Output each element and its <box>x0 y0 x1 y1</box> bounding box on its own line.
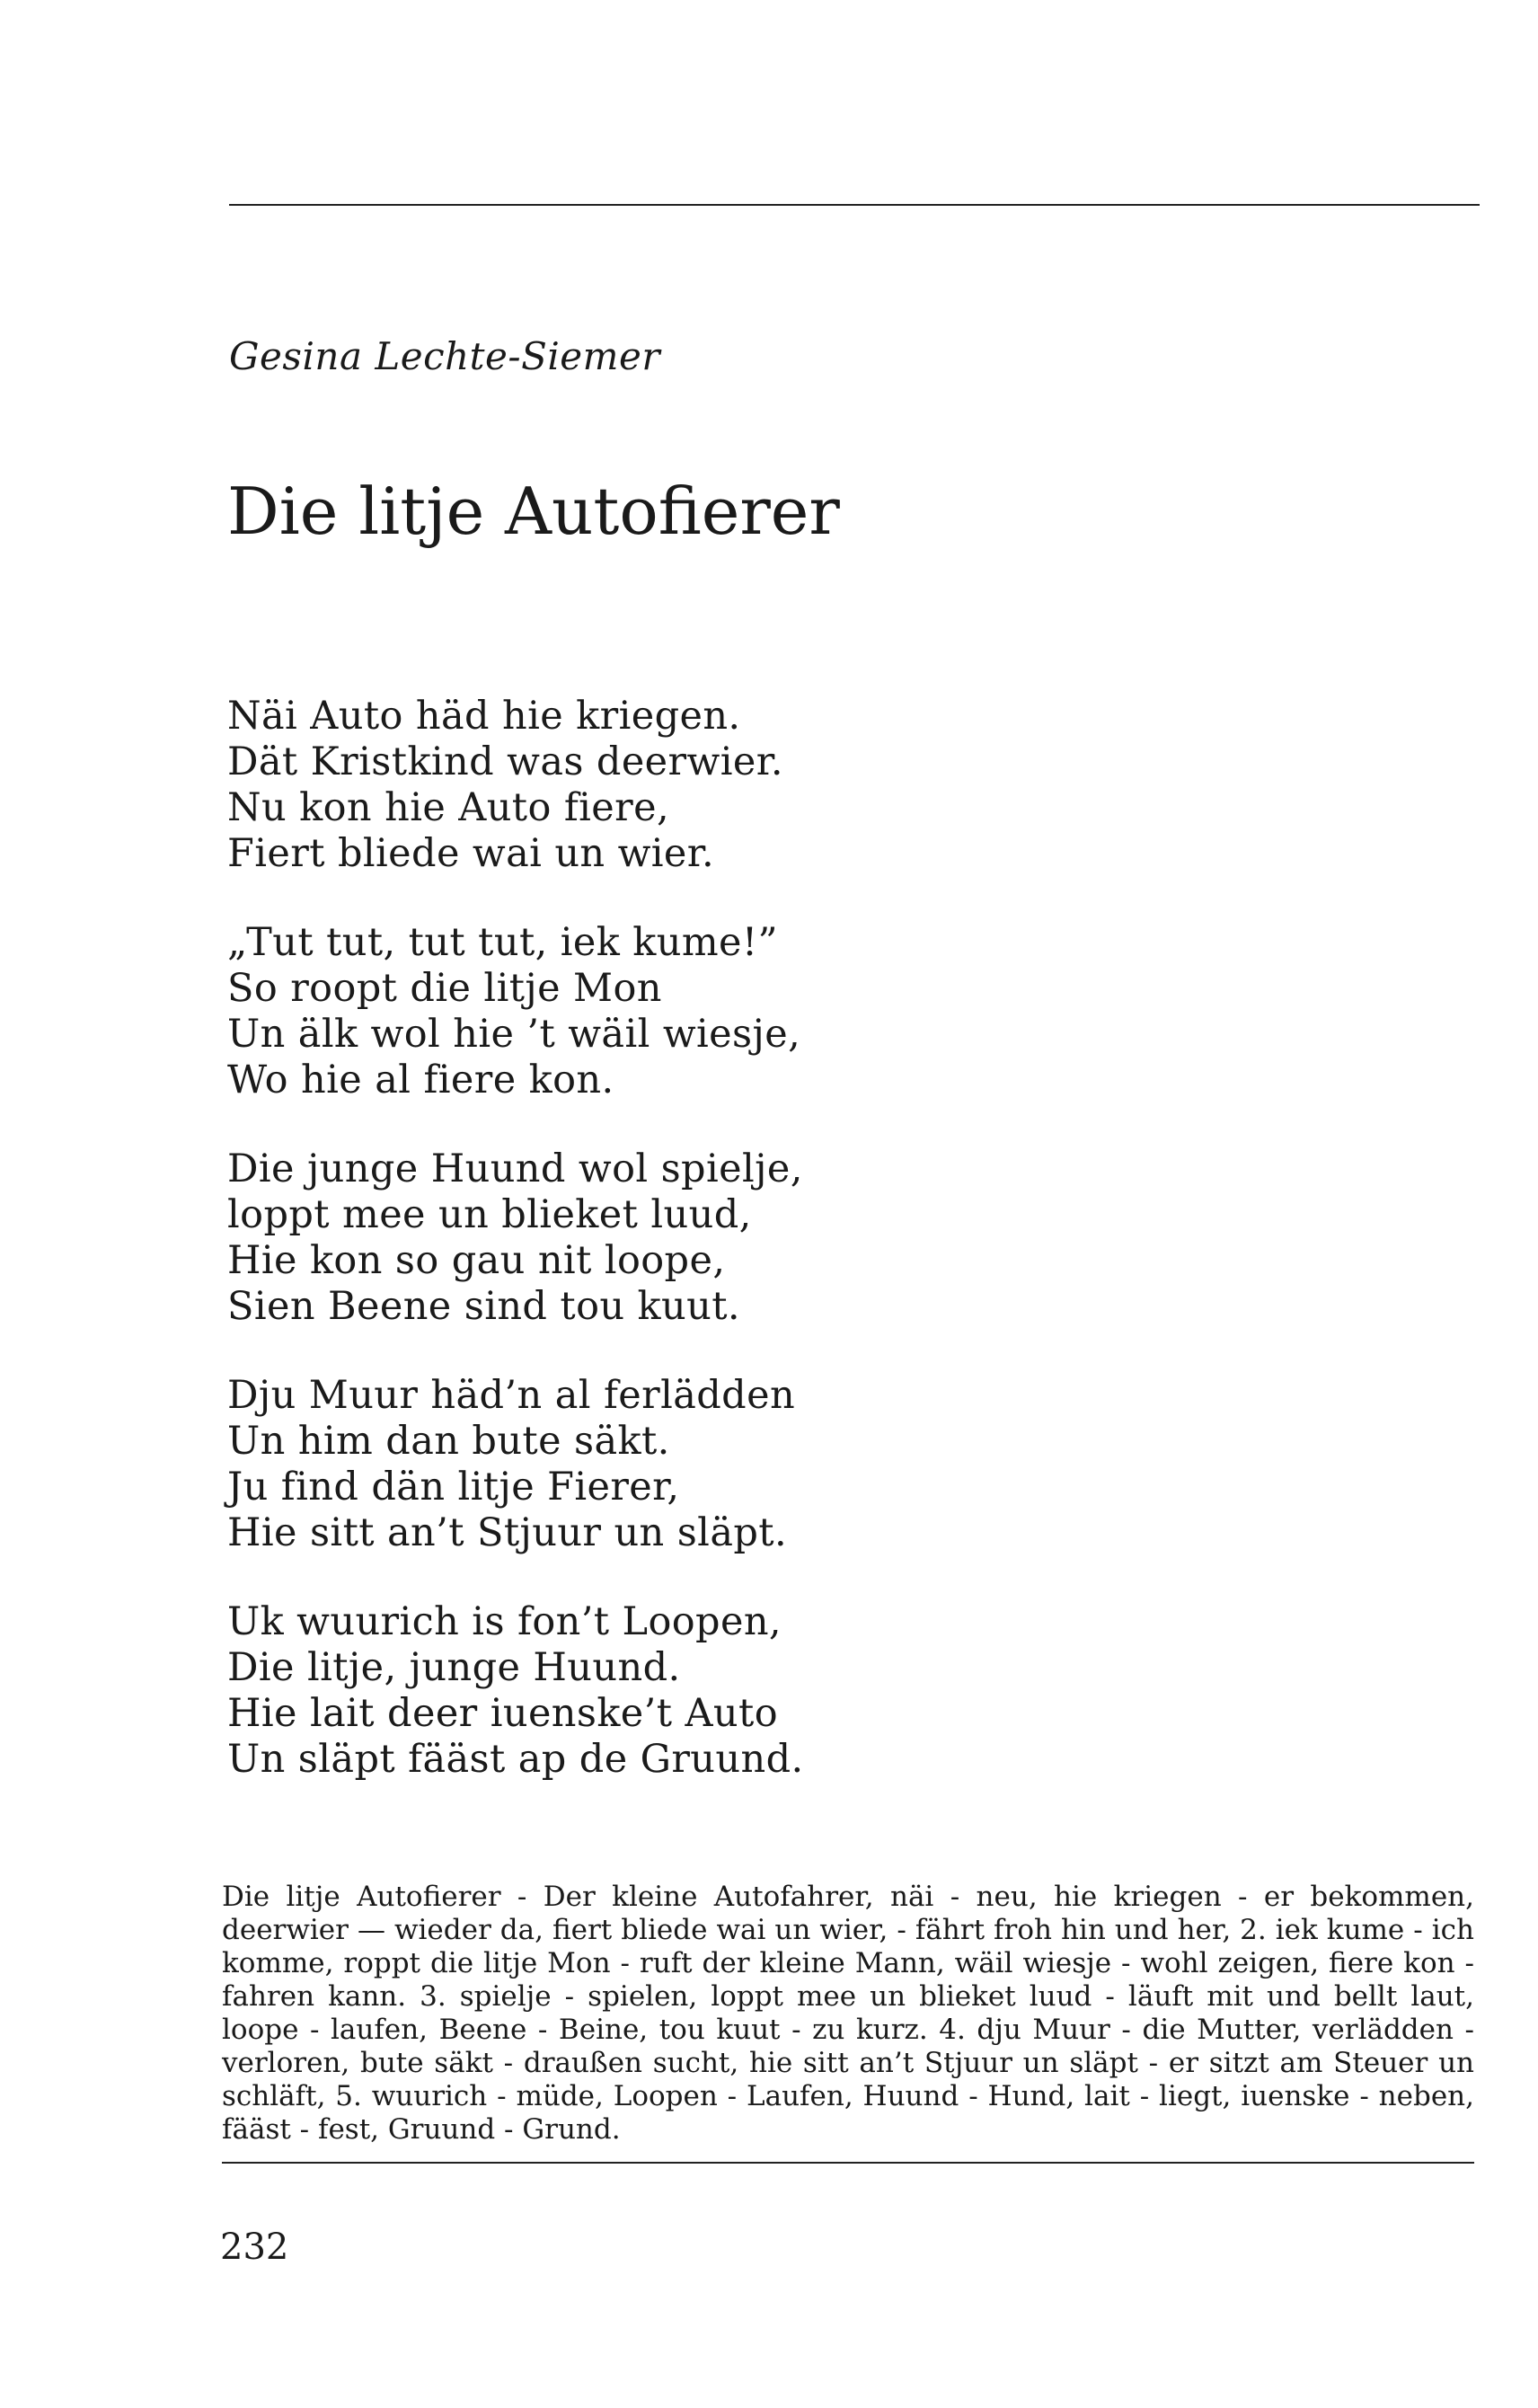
poem-line: Fiert bliede wai un wier. <box>227 831 715 876</box>
stanza-4 <box>227 1373 1036 1556</box>
page-number: 232 <box>220 2227 289 2268</box>
poem-line: Ju find dän litje Fierer, <box>227 1465 680 1509</box>
stanza-3 <box>227 1146 1036 1330</box>
stanza-5 <box>227 1599 1036 1783</box>
poem-title: Die litje Autofierer <box>227 474 840 549</box>
stanza-2 <box>227 920 1036 1103</box>
poem-line: Un him dan bute säkt. <box>227 1419 670 1464</box>
author-name: Gesina Lechte-Siemer <box>229 334 660 378</box>
poem-line: loppt mee un blieket luud, <box>227 1192 752 1237</box>
poem-line: Un älk wol hie ’t wäil wiesje, <box>227 1012 801 1057</box>
poem-line: Dät Kristkind was deerwier. <box>227 739 783 784</box>
poem-line: Wo hie al fiere kon. <box>227 1058 614 1102</box>
poem-line: Dju Muur häd’n al ferlädden <box>227 1373 796 1418</box>
poem-line: Nu kon hie Auto fiere, <box>227 785 670 830</box>
header-rule <box>229 204 1480 206</box>
poem-line: Die litje, junge Huund. <box>227 1645 681 1690</box>
poem-line: Hie lait deer iuenske’t Auto <box>227 1691 778 1736</box>
poem-line: Un släpt fääst ap de Gruund. <box>227 1737 804 1782</box>
poem-line: Uk wuurich is fon’t Loopen, <box>227 1599 782 1644</box>
poem-line: „Tut tut, tut tut, iek kume!” <box>227 920 778 965</box>
poem-line: Die junge Huund wol spielje, <box>227 1146 803 1191</box>
glossary-footnote: Die litje Autofierer - Der kleine Autofahrer, näi - neu, hie kriegen - er bekommen, deerwier — wieder da, fiert bliede wai un wier, - fährt froh hin und her, 2. iek kume - ich komme, roppt die litje Mon - ruft der kleine Mann, wäil wiesje - wohl zeigen, fiere kon - fahren kann. 3. spielje - spielen, loppt mee un blieket luud - läuft mit und bellt laut, loope - laufen, Beene - Beine, tou kuut - zu kurz. 4. dju Muur - die Mutter, verlädden - verloren, bute säkt - draußen sucht, hie sitt an’t Stjuur un släpt - er sitzt am Steuer un schläft, 5. wuurich - müde, Loopen - Laufen, Huund - Hund, lait - liegt, iuenske - neben, fääst - fest, Gruund - Grund. <box>222 1881 1474 2146</box>
stanza-1 <box>227 694 1036 877</box>
poem-body <box>227 694 1036 1826</box>
poem-line: Hie kon so gau nit loope, <box>227 1238 726 1283</box>
footnote-rule <box>222 2162 1474 2164</box>
poem-line: So roopt die litje Mon <box>227 966 662 1011</box>
poem-line: Hie sitt an’t Stjuur un släpt. <box>227 1510 788 1555</box>
poem-line: Sien Beene sind tou kuut. <box>227 1284 740 1329</box>
poem-line: Näi Auto häd hie kriegen. <box>227 694 741 739</box>
